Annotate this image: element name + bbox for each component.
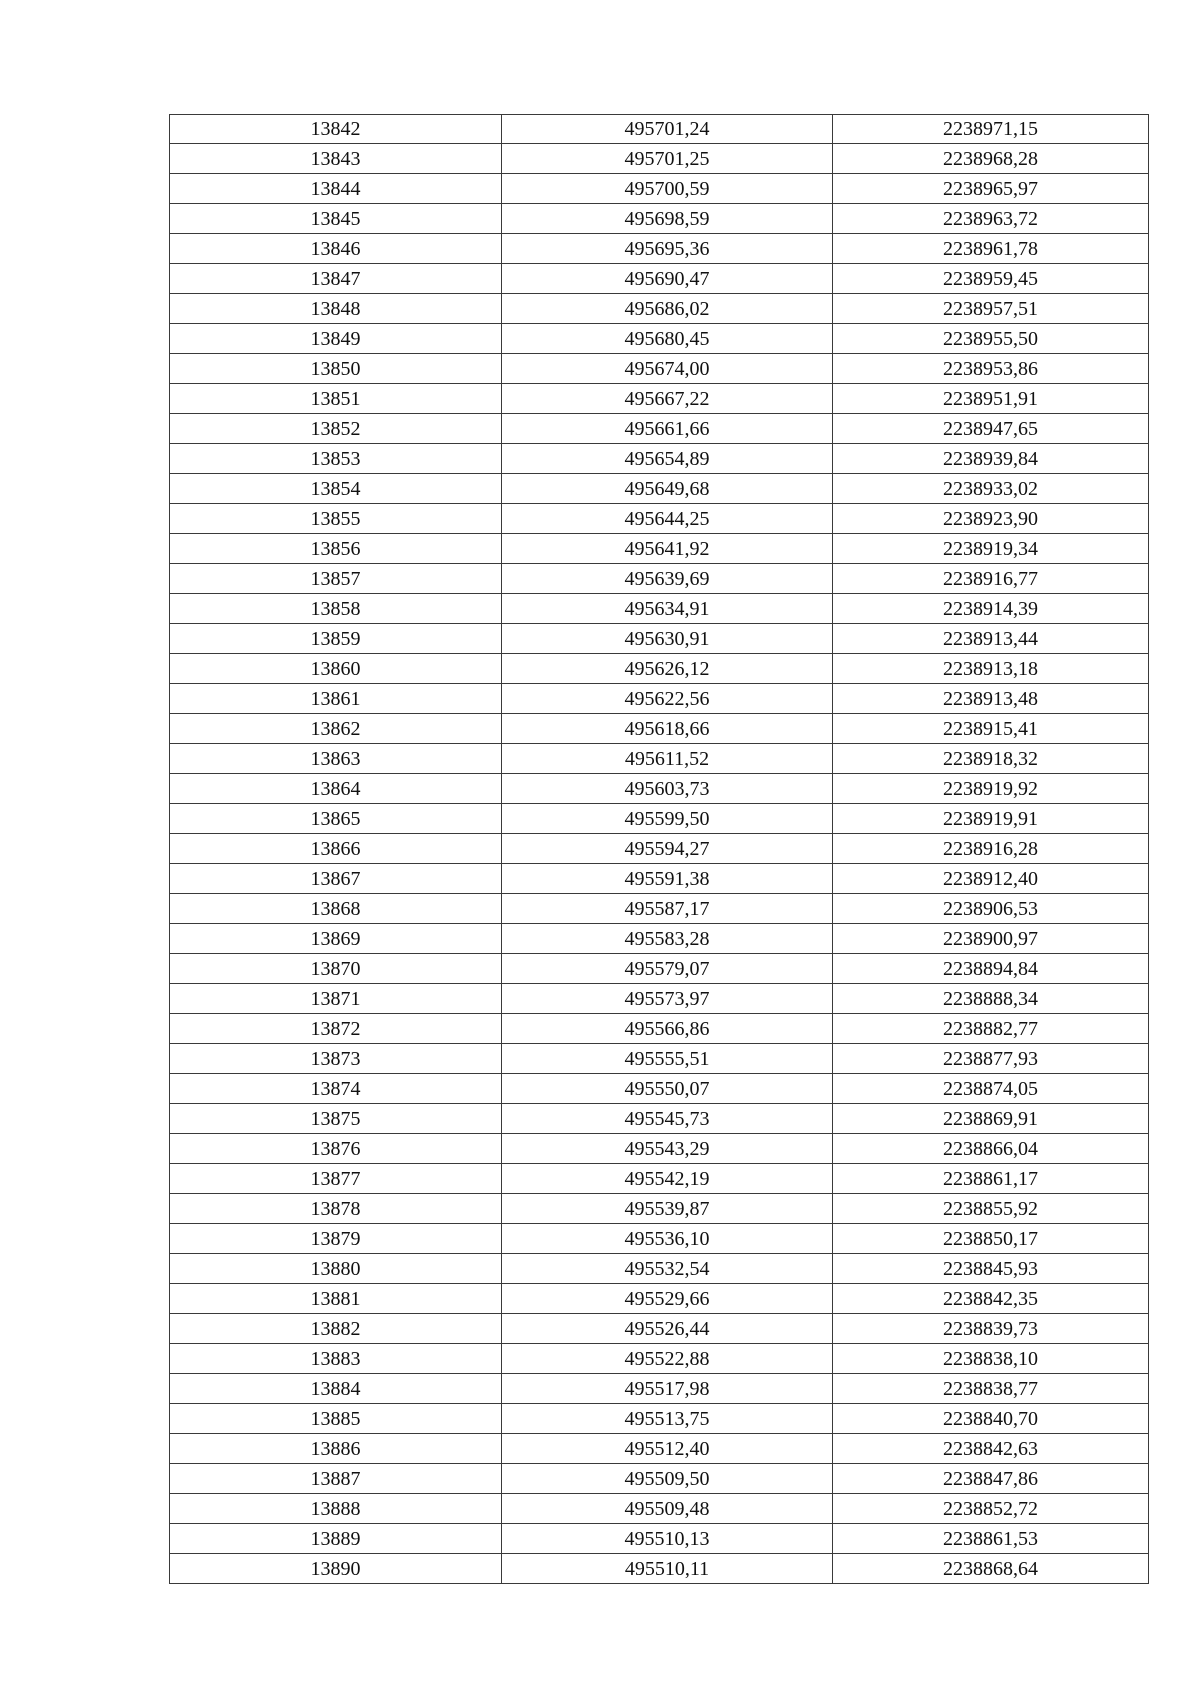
- y-coordinate-cell: 2238869,91: [833, 1104, 1149, 1134]
- table-row: [170, 864, 1149, 894]
- point-number-cell: 13875: [170, 1104, 502, 1134]
- y-coordinate-cell: 2238882,77: [833, 1014, 1149, 1044]
- table-row: [170, 1464, 1149, 1494]
- point-number-cell: 13858: [170, 594, 502, 624]
- table-row: [170, 1164, 1149, 1194]
- y-coordinate-cell: 2238939,84: [833, 444, 1149, 474]
- x-coordinate-cell: 495539,87: [502, 1194, 833, 1224]
- y-coordinate-cell: 2238866,04: [833, 1134, 1149, 1164]
- point-number-cell: 13860: [170, 654, 502, 684]
- y-coordinate-cell: 2238947,65: [833, 414, 1149, 444]
- x-coordinate-cell: 495695,36: [502, 234, 833, 264]
- y-coordinate-cell: 2238874,05: [833, 1074, 1149, 1104]
- table-row: [170, 534, 1149, 564]
- y-coordinate-cell: 2238971,15: [833, 115, 1149, 144]
- table-row: [170, 115, 1149, 144]
- table-row: [170, 264, 1149, 294]
- point-number-cell: 13845: [170, 204, 502, 234]
- x-coordinate-cell: 495618,66: [502, 714, 833, 744]
- point-number-cell: 13850: [170, 354, 502, 384]
- point-number-cell: 13890: [170, 1554, 502, 1584]
- point-number-cell: 13851: [170, 384, 502, 414]
- x-coordinate-cell: 495545,73: [502, 1104, 833, 1134]
- table-row: [170, 1044, 1149, 1074]
- x-coordinate-cell: 495654,89: [502, 444, 833, 474]
- point-number-cell: 13865: [170, 804, 502, 834]
- point-number-cell: 13849: [170, 324, 502, 354]
- y-coordinate-cell: 2238933,02: [833, 474, 1149, 504]
- x-coordinate-cell: 495634,91: [502, 594, 833, 624]
- table-row: [170, 1434, 1149, 1464]
- point-number-cell: 13846: [170, 234, 502, 264]
- x-coordinate-cell: 495509,50: [502, 1464, 833, 1494]
- point-number-cell: 13870: [170, 954, 502, 984]
- table-row: [170, 714, 1149, 744]
- point-number-cell: 13863: [170, 744, 502, 774]
- x-coordinate-cell: 495594,27: [502, 834, 833, 864]
- x-coordinate-cell: 495579,07: [502, 954, 833, 984]
- x-coordinate-cell: 495611,52: [502, 744, 833, 774]
- table-row: [170, 1314, 1149, 1344]
- point-number-cell: 13882: [170, 1314, 502, 1344]
- point-number-cell: 13880: [170, 1254, 502, 1284]
- table-row: [170, 1404, 1149, 1434]
- table-row: [170, 624, 1149, 654]
- point-number-cell: 13886: [170, 1434, 502, 1464]
- x-coordinate-cell: 495599,50: [502, 804, 833, 834]
- table-row: [170, 474, 1149, 504]
- y-coordinate-cell: 2238919,91: [833, 804, 1149, 834]
- table-row: [170, 324, 1149, 354]
- y-coordinate-cell: 2238900,97: [833, 924, 1149, 954]
- y-coordinate-cell: 2238957,51: [833, 294, 1149, 324]
- y-coordinate-cell: 2238868,64: [833, 1554, 1149, 1584]
- y-coordinate-cell: 2238961,78: [833, 234, 1149, 264]
- point-number-cell: 13871: [170, 984, 502, 1014]
- table-row: [170, 1104, 1149, 1134]
- point-number-cell: 13885: [170, 1404, 502, 1434]
- y-coordinate-cell: 2238842,35: [833, 1284, 1149, 1314]
- point-number-cell: 13852: [170, 414, 502, 444]
- point-number-cell: 13864: [170, 774, 502, 804]
- x-coordinate-cell: 495587,17: [502, 894, 833, 924]
- x-coordinate-cell: 495536,10: [502, 1224, 833, 1254]
- x-coordinate-cell: 495522,88: [502, 1344, 833, 1374]
- x-coordinate-cell: 495509,48: [502, 1494, 833, 1524]
- table-row: [170, 174, 1149, 204]
- x-coordinate-cell: 495512,40: [502, 1434, 833, 1464]
- x-coordinate-cell: 495639,69: [502, 564, 833, 594]
- x-coordinate-cell: 495626,12: [502, 654, 833, 684]
- point-number-cell: 13888: [170, 1494, 502, 1524]
- point-number-cell: 13843: [170, 144, 502, 174]
- point-number-cell: 13867: [170, 864, 502, 894]
- table-row: [170, 954, 1149, 984]
- x-coordinate-cell: 495661,66: [502, 414, 833, 444]
- y-coordinate-cell: 2238953,86: [833, 354, 1149, 384]
- x-coordinate-cell: 495701,24: [502, 115, 833, 144]
- y-coordinate-cell: 2238919,34: [833, 534, 1149, 564]
- table-row: [170, 1284, 1149, 1314]
- x-coordinate-cell: 495644,25: [502, 504, 833, 534]
- point-number-cell: 13883: [170, 1344, 502, 1374]
- x-coordinate-cell: 495700,59: [502, 174, 833, 204]
- y-coordinate-cell: 2238923,90: [833, 504, 1149, 534]
- point-number-cell: 13862: [170, 714, 502, 744]
- y-coordinate-cell: 2238877,93: [833, 1044, 1149, 1074]
- x-coordinate-cell: 495630,91: [502, 624, 833, 654]
- y-coordinate-cell: 2238894,84: [833, 954, 1149, 984]
- x-coordinate-cell: 495517,98: [502, 1374, 833, 1404]
- table-row: [170, 564, 1149, 594]
- y-coordinate-cell: 2238913,18: [833, 654, 1149, 684]
- y-coordinate-cell: 2238861,53: [833, 1524, 1149, 1554]
- y-coordinate-cell: 2238840,70: [833, 1404, 1149, 1434]
- point-number-cell: 13866: [170, 834, 502, 864]
- point-number-cell: 13877: [170, 1164, 502, 1194]
- y-coordinate-cell: 2238951,91: [833, 384, 1149, 414]
- y-coordinate-cell: 2238855,92: [833, 1194, 1149, 1224]
- point-number-cell: 13855: [170, 504, 502, 534]
- x-coordinate-cell: 495510,11: [502, 1554, 833, 1584]
- point-number-cell: 13853: [170, 444, 502, 474]
- point-number-cell: 13872: [170, 1014, 502, 1044]
- y-coordinate-cell: 2238959,45: [833, 264, 1149, 294]
- point-number-cell: 13873: [170, 1044, 502, 1074]
- y-coordinate-cell: 2238839,73: [833, 1314, 1149, 1344]
- x-coordinate-cell: 495686,02: [502, 294, 833, 324]
- point-number-cell: 13889: [170, 1524, 502, 1554]
- point-number-cell: 13859: [170, 624, 502, 654]
- x-coordinate-cell: 495542,19: [502, 1164, 833, 1194]
- table-row: [170, 1074, 1149, 1104]
- table-row: [170, 684, 1149, 714]
- x-coordinate-cell: 495641,92: [502, 534, 833, 564]
- point-number-cell: 13887: [170, 1464, 502, 1494]
- x-coordinate-cell: 495591,38: [502, 864, 833, 894]
- table-row: [170, 444, 1149, 474]
- y-coordinate-cell: 2238861,17: [833, 1164, 1149, 1194]
- y-coordinate-cell: 2238913,44: [833, 624, 1149, 654]
- y-coordinate-cell: 2238845,93: [833, 1254, 1149, 1284]
- table-row: [170, 414, 1149, 444]
- point-number-cell: 13842: [170, 115, 502, 144]
- point-number-cell: 13856: [170, 534, 502, 564]
- y-coordinate-cell: 2238906,53: [833, 894, 1149, 924]
- y-coordinate-cell: 2238955,50: [833, 324, 1149, 354]
- table-row: [170, 144, 1149, 174]
- table-row: [170, 1224, 1149, 1254]
- y-coordinate-cell: 2238888,34: [833, 984, 1149, 1014]
- coordinates-table: [169, 114, 1149, 1584]
- y-coordinate-cell: 2238838,77: [833, 1374, 1149, 1404]
- y-coordinate-cell: 2238919,92: [833, 774, 1149, 804]
- point-number-cell: 13844: [170, 174, 502, 204]
- table-row: [170, 1014, 1149, 1044]
- table-row: [170, 834, 1149, 864]
- y-coordinate-cell: 2238916,28: [833, 834, 1149, 864]
- table-row: [170, 294, 1149, 324]
- x-coordinate-cell: 495555,51: [502, 1044, 833, 1074]
- y-coordinate-cell: 2238838,10: [833, 1344, 1149, 1374]
- x-coordinate-cell: 495566,86: [502, 1014, 833, 1044]
- table-row: [170, 234, 1149, 264]
- point-number-cell: 13881: [170, 1284, 502, 1314]
- table-row: [170, 1524, 1149, 1554]
- y-coordinate-cell: 2238914,39: [833, 594, 1149, 624]
- table-row: [170, 1374, 1149, 1404]
- x-coordinate-cell: 495529,66: [502, 1284, 833, 1314]
- table-row: [170, 984, 1149, 1014]
- y-coordinate-cell: 2238915,41: [833, 714, 1149, 744]
- x-coordinate-cell: 495543,29: [502, 1134, 833, 1164]
- coordinates-table-body: [170, 115, 1149, 1584]
- table-row: [170, 744, 1149, 774]
- point-number-cell: 13876: [170, 1134, 502, 1164]
- point-number-cell: 13861: [170, 684, 502, 714]
- x-coordinate-cell: 495667,22: [502, 384, 833, 414]
- x-coordinate-cell: 495701,25: [502, 144, 833, 174]
- x-coordinate-cell: 495526,44: [502, 1314, 833, 1344]
- y-coordinate-cell: 2238968,28: [833, 144, 1149, 174]
- table-row: [170, 504, 1149, 534]
- x-coordinate-cell: 495690,47: [502, 264, 833, 294]
- point-number-cell: 13848: [170, 294, 502, 324]
- point-number-cell: 13874: [170, 1074, 502, 1104]
- point-number-cell: 13878: [170, 1194, 502, 1224]
- table-row: [170, 354, 1149, 384]
- x-coordinate-cell: 495550,07: [502, 1074, 833, 1104]
- y-coordinate-cell: 2238916,77: [833, 564, 1149, 594]
- x-coordinate-cell: 495583,28: [502, 924, 833, 954]
- y-coordinate-cell: 2238963,72: [833, 204, 1149, 234]
- x-coordinate-cell: 495510,13: [502, 1524, 833, 1554]
- point-number-cell: 13857: [170, 564, 502, 594]
- table-row: [170, 1254, 1149, 1284]
- table-row: [170, 924, 1149, 954]
- point-number-cell: 13847: [170, 264, 502, 294]
- x-coordinate-cell: 495622,56: [502, 684, 833, 714]
- table-row: [170, 804, 1149, 834]
- table-row: [170, 1194, 1149, 1224]
- y-coordinate-cell: 2238842,63: [833, 1434, 1149, 1464]
- y-coordinate-cell: 2238913,48: [833, 684, 1149, 714]
- point-number-cell: 13869: [170, 924, 502, 954]
- table-row: [170, 654, 1149, 684]
- table-row: [170, 204, 1149, 234]
- y-coordinate-cell: 2238847,86: [833, 1464, 1149, 1494]
- table-row: [170, 1554, 1149, 1584]
- y-coordinate-cell: 2238918,32: [833, 744, 1149, 774]
- y-coordinate-cell: 2238965,97: [833, 174, 1149, 204]
- y-coordinate-cell: 2238852,72: [833, 1494, 1149, 1524]
- x-coordinate-cell: 495532,54: [502, 1254, 833, 1284]
- table-row: [170, 894, 1149, 924]
- table-row: [170, 1494, 1149, 1524]
- x-coordinate-cell: 495674,00: [502, 354, 833, 384]
- x-coordinate-cell: 495649,68: [502, 474, 833, 504]
- table-row: [170, 774, 1149, 804]
- x-coordinate-cell: 495680,45: [502, 324, 833, 354]
- x-coordinate-cell: 495698,59: [502, 204, 833, 234]
- point-number-cell: 13879: [170, 1224, 502, 1254]
- y-coordinate-cell: 2238850,17: [833, 1224, 1149, 1254]
- y-coordinate-cell: 2238912,40: [833, 864, 1149, 894]
- table-row: [170, 1344, 1149, 1374]
- table-row: [170, 594, 1149, 624]
- table-row: [170, 384, 1149, 414]
- point-number-cell: 13854: [170, 474, 502, 504]
- table-row: [170, 1134, 1149, 1164]
- x-coordinate-cell: 495573,97: [502, 984, 833, 1014]
- point-number-cell: 13884: [170, 1374, 502, 1404]
- x-coordinate-cell: 495603,73: [502, 774, 833, 804]
- point-number-cell: 13868: [170, 894, 502, 924]
- x-coordinate-cell: 495513,75: [502, 1404, 833, 1434]
